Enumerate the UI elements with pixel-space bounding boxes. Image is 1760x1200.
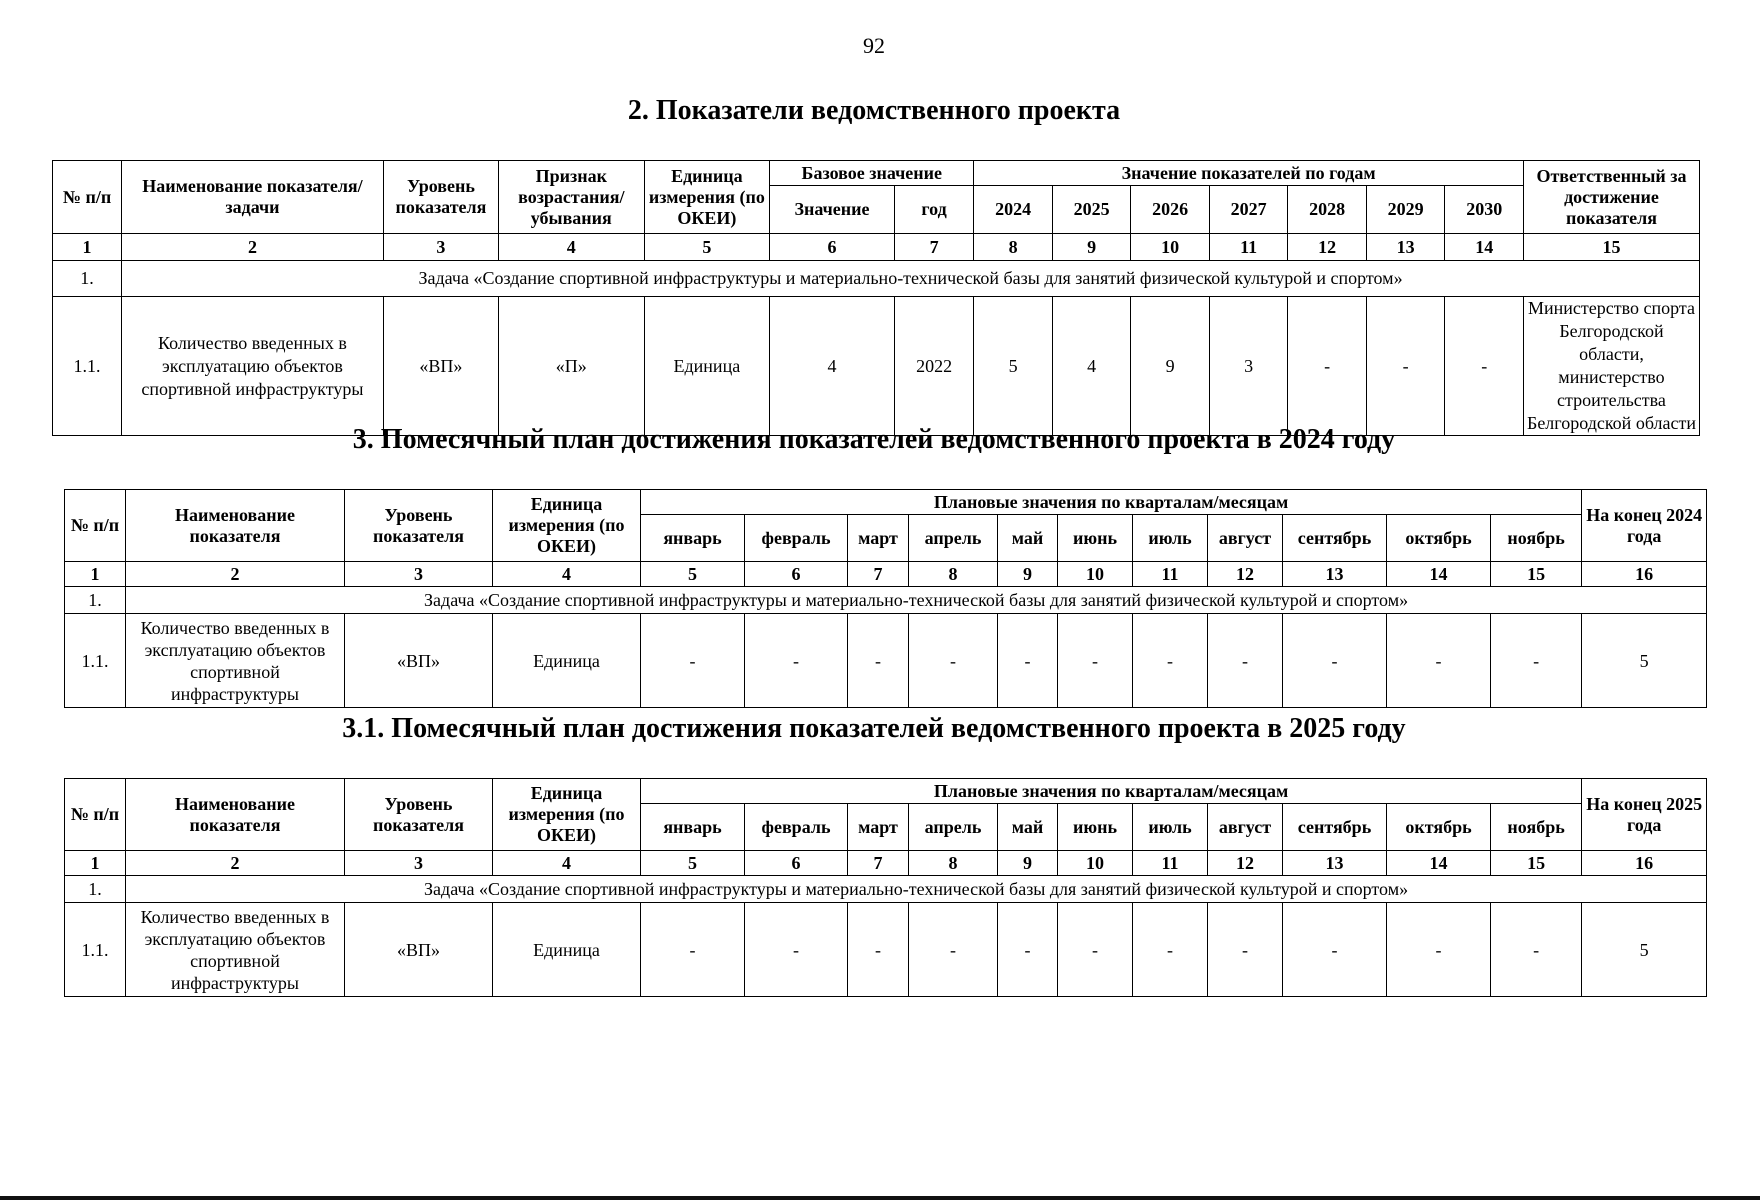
column-number: 4 (493, 851, 641, 876)
monthly-plan-2024-table (64, 489, 1707, 708)
header-month: октябрь (1387, 515, 1491, 562)
column-number: 15 (1523, 234, 1699, 261)
row-year-value: - (1445, 297, 1524, 436)
header-month: январь (641, 804, 745, 851)
column-number: 15 (1491, 851, 1582, 876)
header-month: февраль (745, 515, 848, 562)
header-year: 2029 (1366, 186, 1445, 234)
column-number: 16 (1582, 851, 1707, 876)
row-responsible: Министерство спорта Белгородской области, министерство строительства Белгородской области (1523, 297, 1699, 436)
column-number: 2 (126, 851, 345, 876)
column-number: 1 (65, 562, 126, 587)
column-number: 12 (1208, 851, 1283, 876)
header-end-of-year: На конец 2025 года (1582, 779, 1707, 851)
task-num: 1. (65, 587, 126, 614)
row-level: «ВП» (345, 903, 493, 997)
row-level: «ВП» (345, 614, 493, 708)
column-number: 7 (848, 562, 909, 587)
column-number: 9 (998, 562, 1058, 587)
page-number: 92 (863, 33, 885, 58)
header-month: июль (1133, 515, 1208, 562)
column-number: 6 (745, 851, 848, 876)
header-sign: Признак возрастания/ убывания (499, 161, 645, 234)
task-text: Задача «Создание спортивной инфраструктуры и материально-технической базы для занятий физической культурой и спортом» (126, 587, 1707, 614)
column-numbers-row (53, 234, 1700, 261)
header-plan-group: Плановые значения по кварталам/месяцам (641, 490, 1582, 515)
header-month: март (848, 515, 909, 562)
column-number: 10 (1058, 851, 1133, 876)
row-end-value: 5 (1582, 903, 1707, 997)
row-end-value: 5 (1582, 614, 1707, 708)
row-level: «ВП» (383, 297, 498, 436)
header-row (53, 161, 1700, 186)
task-text: Задача «Создание спортивной инфраструктуры и материально-технической базы для занятий физической культурой и спортом» (122, 261, 1700, 297)
column-number: 2 (122, 234, 384, 261)
row-num: 1.1. (65, 614, 126, 708)
header-level: Уровень показателя (345, 490, 493, 562)
row-month-value: - (1491, 614, 1582, 708)
header-years-group: Значение показателей по годам (974, 161, 1524, 186)
header-unit: Единица измерения (по ОКЕИ) (493, 490, 641, 562)
table-row (65, 614, 1707, 708)
column-number: 2 (126, 562, 345, 587)
row-month-value: - (1133, 903, 1208, 997)
header-year: 2024 (974, 186, 1053, 234)
column-number: 1 (53, 234, 122, 261)
row-indicator-name: Количество введенных в эксплуатацию объектов спортивной инфраструктуры (126, 903, 345, 997)
header-month: август (1208, 515, 1283, 562)
column-number: 10 (1131, 234, 1210, 261)
column-number: 5 (641, 562, 745, 587)
header-year: 2030 (1445, 186, 1524, 234)
header-month: август (1208, 804, 1283, 851)
row-month-value: - (641, 903, 745, 997)
column-number: 9 (998, 851, 1058, 876)
column-number: 4 (499, 234, 645, 261)
row-month-value: - (1387, 903, 1491, 997)
header-year: 2025 (1052, 186, 1131, 234)
row-year-value: 3 (1209, 297, 1288, 436)
row-sign: «П» (499, 297, 645, 436)
indicators-table (52, 160, 1700, 436)
column-number: 9 (1052, 234, 1131, 261)
column-number: 5 (644, 234, 770, 261)
row-month-value: - (1058, 614, 1133, 708)
row-month-value: - (1133, 614, 1208, 708)
row-month-value: - (1491, 903, 1582, 997)
header-month: апрель (909, 804, 998, 851)
column-number: 14 (1387, 851, 1491, 876)
column-number: 4 (493, 562, 641, 587)
row-month-value: - (848, 903, 909, 997)
header-plan-group: Плановые значения по кварталам/месяцам (641, 779, 1582, 804)
header-base-year: год (894, 186, 974, 234)
header-unit: Единица измерения (по ОКЕИ) (644, 161, 770, 234)
column-number: 13 (1283, 851, 1387, 876)
column-number: 3 (345, 851, 493, 876)
header-month: ноябрь (1491, 515, 1582, 562)
column-number: 8 (974, 234, 1053, 261)
row-year-value: 4 (1052, 297, 1131, 436)
column-number: 7 (848, 851, 909, 876)
row-month-value: - (1058, 903, 1133, 997)
column-number: 1 (65, 851, 126, 876)
column-number: 13 (1283, 562, 1387, 587)
header-row (65, 779, 1707, 804)
header-end-of-year: На конец 2024 года (1582, 490, 1707, 562)
column-number: 11 (1133, 851, 1208, 876)
column-number: 16 (1582, 562, 1707, 587)
column-numbers-row (65, 851, 1707, 876)
row-month-value: - (1283, 614, 1387, 708)
row-num: 1.1. (53, 297, 122, 436)
row-month-value: - (1208, 903, 1283, 997)
header-row (65, 490, 1707, 515)
column-number: 12 (1288, 234, 1367, 261)
column-number: 14 (1387, 562, 1491, 587)
column-numbers-row (65, 562, 1707, 587)
header-month: сентябрь (1283, 804, 1387, 851)
header-month: июнь (1058, 804, 1133, 851)
header-year: 2028 (1288, 186, 1367, 234)
column-number: 6 (745, 562, 848, 587)
header-month: июнь (1058, 515, 1133, 562)
header-num: № п/п (53, 161, 122, 234)
row-year-value: 5 (974, 297, 1053, 436)
column-number: 10 (1058, 562, 1133, 587)
column-number: 14 (1445, 234, 1524, 261)
row-month-value: - (848, 614, 909, 708)
header-year: 2027 (1209, 186, 1288, 234)
row-month-value: - (745, 903, 848, 997)
section-3-title: 3. Помесячный план достижения показателей ведомственного проекта в 2024 году (352, 424, 1396, 455)
row-month-value: - (745, 614, 848, 708)
column-number: 7 (894, 234, 974, 261)
section-2-title: 2. Показатели ведомственного проекта (627, 95, 1121, 126)
row-month-value: - (641, 614, 745, 708)
row-indicator-name: Количество введенных в эксплуатацию объектов спортивной инфраструктуры (122, 297, 384, 436)
row-month-value: - (909, 614, 998, 708)
row-unit: Единица (493, 614, 641, 708)
task-row (65, 876, 1707, 903)
row-month-value: - (1208, 614, 1283, 708)
row-year-value: - (1366, 297, 1445, 436)
header-month: январь (641, 515, 745, 562)
header-unit: Единица измерения (по ОКЕИ) (493, 779, 641, 851)
row-month-value: - (998, 903, 1058, 997)
header-month: ноябрь (1491, 804, 1582, 851)
table-row (65, 903, 1707, 997)
column-number: 3 (383, 234, 498, 261)
task-text: Задача «Создание спортивной инфраструктуры и материально-технической базы для занятий физической культурой и спортом» (126, 876, 1707, 903)
header-name: Наименование показателя (126, 779, 345, 851)
header-num: № п/п (65, 779, 126, 851)
table-row (53, 297, 1700, 436)
monthly-plan-2025-table (64, 778, 1707, 997)
row-unit: Единица (644, 297, 770, 436)
column-number: 3 (345, 562, 493, 587)
header-month: март (848, 804, 909, 851)
column-number: 8 (909, 562, 998, 587)
column-number: 11 (1209, 234, 1288, 261)
row-month-value: - (909, 903, 998, 997)
column-number: 8 (909, 851, 998, 876)
header-name: Наименование показателя/задачи (122, 161, 384, 234)
column-number: 15 (1491, 562, 1582, 587)
section-3-1-title: 3.1. Помесячный план достижения показателей ведомственного проекта в 2025 году (342, 713, 1406, 744)
column-number: 11 (1133, 562, 1208, 587)
column-number: 6 (770, 234, 895, 261)
row-year-value: - (1288, 297, 1367, 436)
header-base-group: Базовое значение (770, 161, 974, 186)
header-month: май (998, 515, 1058, 562)
column-number: 13 (1366, 234, 1445, 261)
header-month: апрель (909, 515, 998, 562)
header-month: сентябрь (1283, 515, 1387, 562)
header-name: Наименование показателя (126, 490, 345, 562)
task-num: 1. (53, 261, 122, 297)
task-row (53, 261, 1700, 297)
row-base-value: 4 (770, 297, 895, 436)
row-month-value: - (998, 614, 1058, 708)
row-month-value: - (1387, 614, 1491, 708)
header-month: октябрь (1387, 804, 1491, 851)
task-row (65, 587, 1707, 614)
header-level: Уровень показателя (345, 779, 493, 851)
header-num: № п/п (65, 490, 126, 562)
row-month-value: - (1283, 903, 1387, 997)
header-responsible: Ответственный за достижение показателя (1523, 161, 1699, 234)
header-month: май (998, 804, 1058, 851)
row-indicator-name: Количество введенных в эксплуатацию объектов спортивной инфраструктуры (126, 614, 345, 708)
row-year-value: 9 (1131, 297, 1210, 436)
header-base-value: Значение (770, 186, 895, 234)
task-num: 1. (65, 876, 126, 903)
column-number: 12 (1208, 562, 1283, 587)
header-year: 2026 (1131, 186, 1210, 234)
scan-edge-divider (0, 1196, 1760, 1200)
row-num: 1.1. (65, 903, 126, 997)
row-base-year: 2022 (894, 297, 974, 436)
row-unit: Единица (493, 903, 641, 997)
header-month: июль (1133, 804, 1208, 851)
header-level: Уровень показателя (383, 161, 498, 234)
header-month: февраль (745, 804, 848, 851)
column-number: 5 (641, 851, 745, 876)
